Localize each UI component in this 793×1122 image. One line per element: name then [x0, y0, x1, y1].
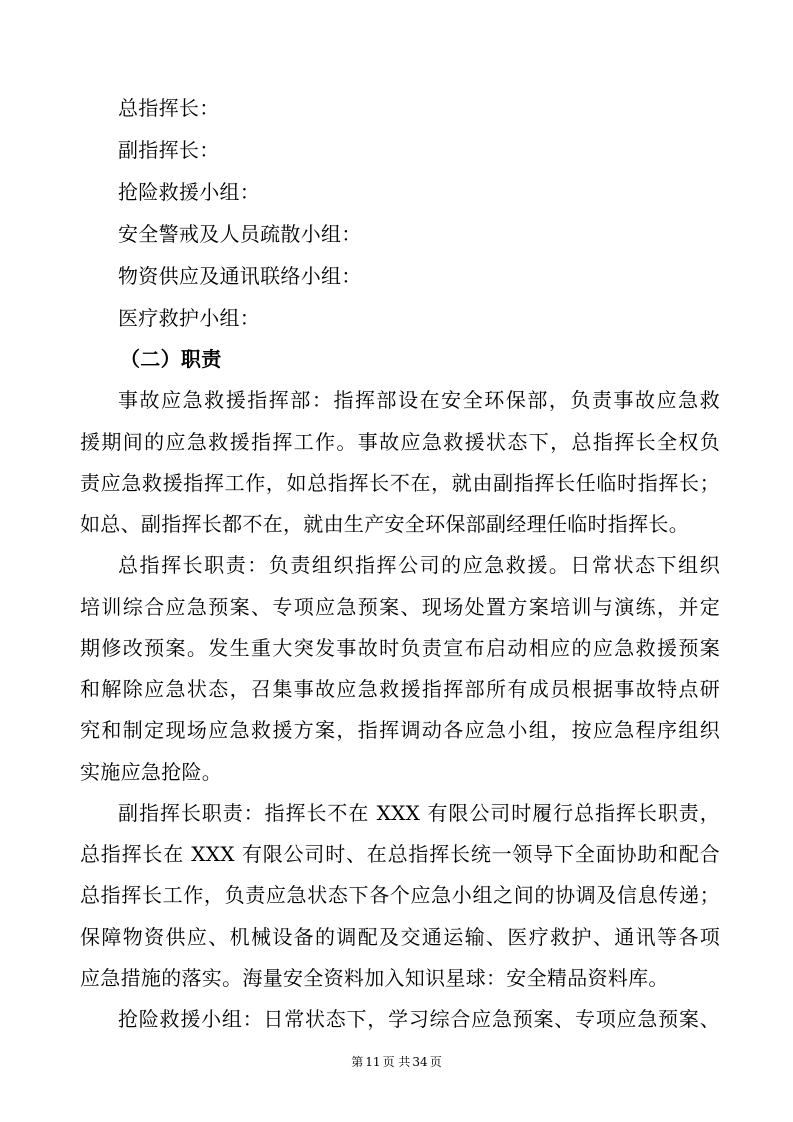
paragraph-line: 培训综合应急预案、专项应急预案、现场处置方案培训与演练，并定	[80, 595, 720, 619]
paragraph-line: 总指挥长工作，负责应急状态下各个应急小组之间的协调及信息传递；	[80, 883, 720, 907]
paragraph-line: 究和制定现场应急救援方案，指挥调动各应急小组，按应急程序组织	[80, 718, 720, 742]
role-supply-team: 物资供应及通讯联络小组：	[118, 264, 362, 288]
role-security-team: 安全警戒及人员疏散小组：	[118, 222, 362, 246]
paragraph-line: 期修改预案。发生重大突发事故时负责宣布启动相应的应急救援预案	[80, 636, 720, 660]
footer-prefix: 第	[351, 1055, 364, 1069]
paragraph-line: 保障物资供应、机械设备的调配及交通运输、医疗救护、通讯等各项	[80, 925, 720, 949]
footer-suffix: 页	[429, 1055, 442, 1069]
role-medical-team: 医疗救护小组：	[118, 306, 261, 330]
paragraph-line: 如总、副指挥长都不在，就由生产安全环保部副经理任临时指挥长。	[80, 512, 689, 536]
paragraph-line: 应急措施的落实。海量安全资料加入知识星球：安全精品资料库。	[80, 966, 669, 990]
footer-total-pages: 34	[412, 1055, 428, 1069]
page-footer	[0, 1054, 793, 1070]
role-chief-commander: 总指挥长：	[118, 96, 220, 120]
footer-page-number: 11	[365, 1055, 381, 1069]
paragraph-line: 实施应急抢险。	[80, 760, 223, 784]
paragraph-line: 总指挥长职责：负责组织指挥公司的应急救援。日常状态下组织	[118, 553, 720, 577]
role-rescue-team: 抢险救援小组：	[118, 180, 261, 204]
paragraph-line: 总指挥长在 XXX 有限公司时、在总指挥长统一领导下全面协助和配合	[80, 842, 720, 866]
role-deputy-commander: 副指挥长：	[118, 138, 220, 162]
paragraph-line: 责应急救援指挥工作，如总指挥长不在，就由副指挥长任临时指挥长；	[80, 471, 720, 495]
footer-middle: 页 共	[382, 1055, 411, 1069]
section-heading: （二）职责	[120, 347, 222, 371]
paragraph-line: 抢险救援小组：日常状态下，学习综合应急预案、专项应急预案、	[118, 1007, 720, 1031]
paragraph-line: 副指挥长职责：指挥长不在 XXX 有限公司时履行总指挥长职责，	[118, 801, 720, 825]
paragraph-line: 和解除应急状态，召集事故应急救援指挥部所有成员根据事故特点研	[80, 677, 720, 701]
paragraph-line: 事故应急救援指挥部：指挥部设在安全环保部，负责事故应急救	[118, 388, 720, 412]
paragraph-line: 援期间的应急救援指挥工作。事故应急救援状态下，总指挥长全权负	[80, 430, 720, 454]
